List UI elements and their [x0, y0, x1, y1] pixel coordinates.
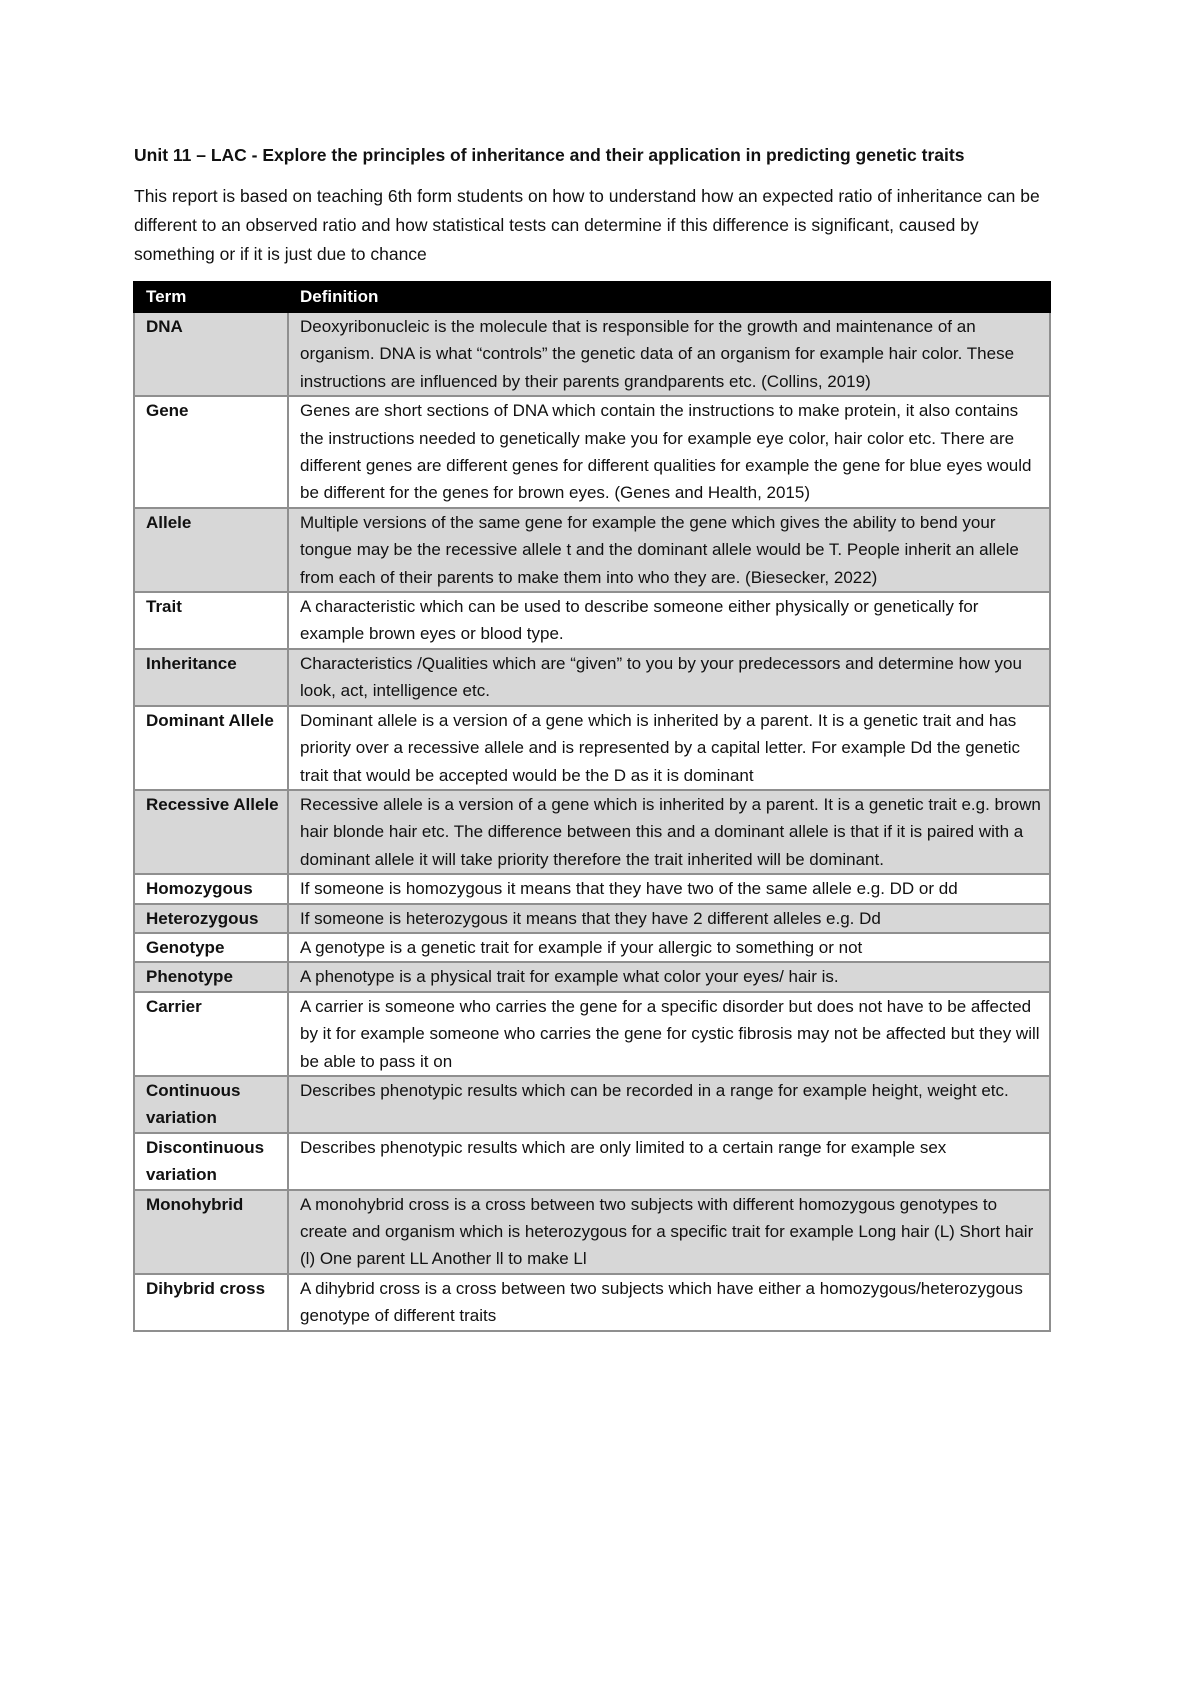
definition-cell: A characteristic which can be used to describe someone either physically or genetically for example brown eyes or blood type.: [288, 592, 1050, 649]
term-cell: Recessive Allele: [134, 790, 288, 874]
term-cell: Monohybrid: [134, 1190, 288, 1274]
table-row: [134, 1190, 1050, 1274]
glossary-table-body: [134, 312, 1050, 1331]
table-row: [134, 706, 1050, 790]
term-cell: Carrier: [134, 992, 288, 1076]
table-row: [134, 962, 1050, 991]
term-cell: Phenotype: [134, 962, 288, 991]
table-row: [134, 1133, 1050, 1190]
table-row: [134, 312, 1050, 396]
term-cell: Heterozygous: [134, 904, 288, 933]
glossary-table: [133, 281, 1051, 1332]
document-page: [134, 140, 1050, 1332]
term-cell: Trait: [134, 592, 288, 649]
term-cell: Dominant Allele: [134, 706, 288, 790]
definition-cell: A monohybrid cross is a cross between two subjects with different homozygous genotypes to create and organism which is heterozygous for a specific trait for example Long hair (L) Short hair (l) One parent LL Another ll to make Ll: [288, 1190, 1050, 1274]
definition-cell: Dominant allele is a version of a gene which is inherited by a parent. It is a genetic trait and has priority over a recessive allele and is represented by a capital letter. For example Dd the genetic trait that would be accepted would be the D as it is dominant: [288, 706, 1050, 790]
definition-cell: Deoxyribonucleic is the molecule that is responsible for the growth and maintenance of an organism. DNA is what “controls” the genetic data of an organism for example hair color. These instructions are influenced by their parents grandparents etc. (Collins, 2019): [288, 312, 1050, 396]
glossary-table-header: [134, 282, 1050, 312]
term-cell: Inheritance: [134, 649, 288, 706]
definition-cell: A phenotype is a physical trait for example what color your eyes/ hair is.: [288, 962, 1050, 991]
term-cell: Dihybrid cross: [134, 1274, 288, 1331]
term-cell: Continuous variation: [134, 1076, 288, 1133]
definition-cell: Recessive allele is a version of a gene which is inherited by a parent. It is a genetic trait e.g. brown hair blonde hair etc. The difference between this and a dominant allele is that if it is paired with a dominant allele it will take priority therefore the trait inherited will be dominant.: [288, 790, 1050, 874]
table-row: [134, 396, 1050, 508]
term-cell: Homozygous: [134, 874, 288, 903]
table-row: [134, 874, 1050, 903]
intro-paragraph: This report is based on teaching 6th form students on how to understand how an expected ratio of inheritance can be different to an observed ratio and how statistical tests can determine if this difference is significant, caused by something or if it is just due to chance: [134, 186, 1040, 264]
definition-cell: A carrier is someone who carries the gene for a specific disorder but does not have to be affected by it for example someone who carries the gene for cystic fibrosis may not be affected but they will be able to pass it on: [288, 992, 1050, 1076]
table-row: [134, 649, 1050, 706]
table-row: [134, 933, 1050, 962]
term-cell: Allele: [134, 508, 288, 592]
table-row: [134, 1076, 1050, 1133]
table-row: [134, 1274, 1050, 1331]
header-term: Term: [134, 282, 288, 312]
term-cell: Discontinuous variation: [134, 1133, 288, 1190]
definition-cell: If someone is heterozygous it means that they have 2 different alleles e.g. Dd: [288, 904, 1050, 933]
definition-cell: Multiple versions of the same gene for example the gene which gives the ability to bend your tongue may be the recessive allele t and the dominant allele would be T. People inherit an allele from each of their parents to make them into who they are. (Biesecker, 2022): [288, 508, 1050, 592]
term-cell: DNA: [134, 312, 288, 396]
definition-cell: If someone is homozygous it means that they have two of the same allele e.g. DD or dd: [288, 874, 1050, 903]
document-title: Unit 11 – LAC - Explore the principles of inheritance and their application in predicting genetic traits: [134, 145, 965, 165]
header-row: [134, 282, 1050, 312]
header-definition: Definition: [288, 282, 1050, 312]
definition-cell: Describes phenotypic results which are only limited to a certain range for example sex: [288, 1133, 1050, 1190]
term-cell: Gene: [134, 396, 288, 508]
definition-cell: Characteristics /Qualities which are “given” to you by your predecessors and determine how you look, act, intelligence etc.: [288, 649, 1050, 706]
definition-cell: Describes phenotypic results which can be recorded in a range for example height, weight etc.: [288, 1076, 1050, 1133]
table-row: [134, 904, 1050, 933]
definition-cell: A genotype is a genetic trait for example if your allergic to something or not: [288, 933, 1050, 962]
definition-cell: Genes are short sections of DNA which contain the instructions to make protein, it also contains the instructions needed to genetically make you for example eye color, hair color etc. There are different genes are different genes for different qualities for example the gene for blue eyes would be different for the genes for brown eyes. (Genes and Health, 2015): [288, 396, 1050, 508]
table-row: [134, 508, 1050, 592]
term-cell: Genotype: [134, 933, 288, 962]
table-row: [134, 992, 1050, 1076]
table-row: [134, 790, 1050, 874]
table-row: [134, 592, 1050, 649]
definition-cell: A dihybrid cross is a cross between two subjects which have either a homozygous/heterozygous genotype of different traits: [288, 1274, 1050, 1331]
